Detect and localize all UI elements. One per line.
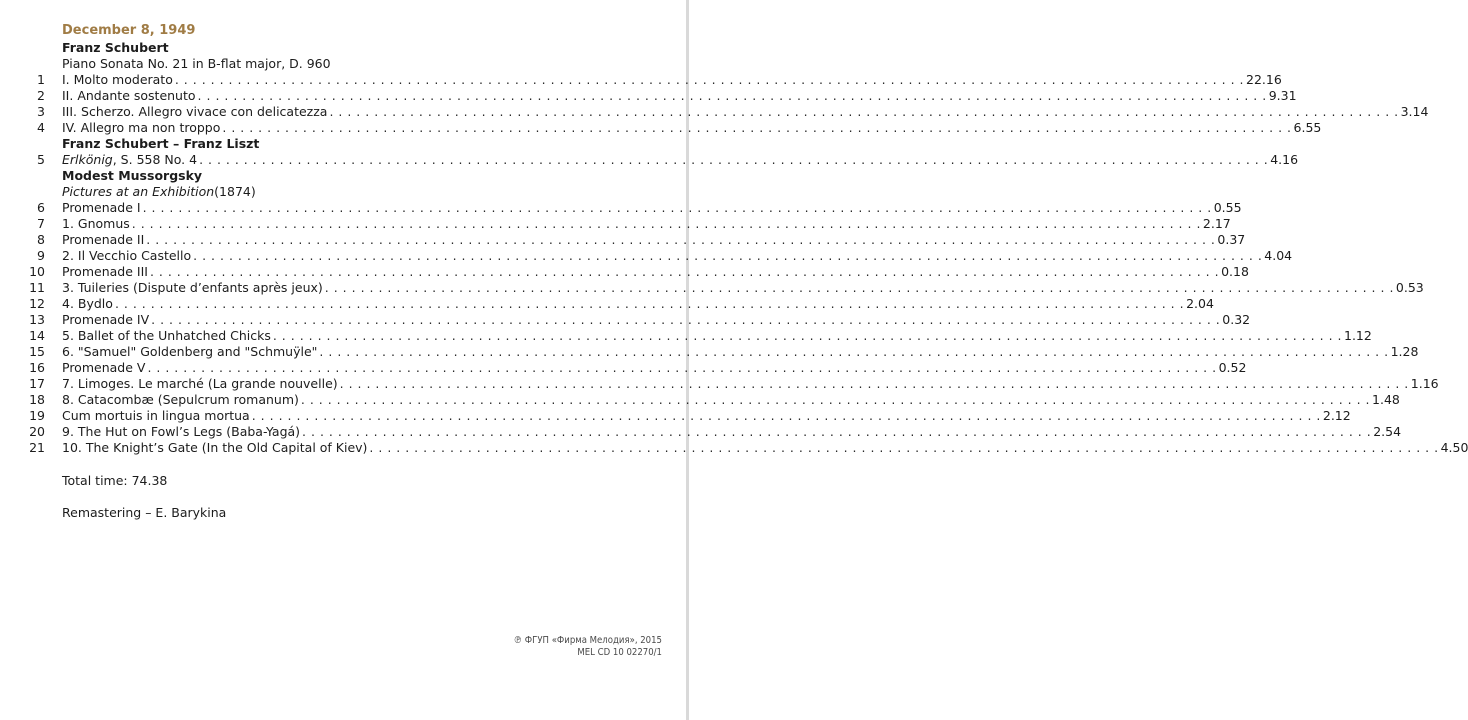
label-footer: [514, 635, 662, 659]
track-duration: 1.48: [1372, 392, 1400, 407]
track-title: I. Molto moderato: [62, 72, 173, 87]
track-title: 8. Catacombæ (Sepulcrum romanum): [62, 392, 299, 407]
track-title: 1. Gnomus: [62, 216, 130, 231]
track-row: [0, 312, 1251, 328]
leader-dots: . . . . . . . . . . . . . . . . . . . . . . . . . . . . . . . . . . . . . . . . . . . . . . . . . . . . . . . . . . . . . . . . . . . . . . . . . . . . . . . . . . . . . . . . . . . . . . . . . . . . . . . . . . . . . . . . . . . . . . . .: [199, 152, 1269, 167]
leader-dots: . . . . . . . . . . . . . . . . . . . . . . . . . . . . . . . . . . . . . . . . . . . . . . . . . . . . . . . . . . . . . . . . . . . . . . . . . . . . . . . . . . . . . . . . . . . . . . . . . . . . . . . . . . . . . . . . . . . . . . . .: [272, 328, 1342, 343]
track-duration: 6.55: [1293, 120, 1322, 135]
work-title: Pictures at an Exhibition (1874): [62, 184, 256, 199]
leader-dots: . . . . . . . . . . . . . . . . . . . . . . . . . . . . . . . . . . . . . . . . . . . . . . . . . . . . . . . . . . . . . . . . . . . . . . . . . . . . . . . . . . . . . . . . . . . . . . . . . . . . . . . . . . . . . . . . . . . . . . . .: [174, 72, 1244, 87]
track-row: [0, 280, 1424, 296]
track-row: [0, 232, 1246, 248]
track-row: [0, 344, 1419, 360]
composer-heading: Modest Mussorgsky: [62, 168, 203, 183]
track-duration: 0.52: [1218, 360, 1247, 375]
track-number: 12: [29, 296, 45, 311]
track-duration: 3.14: [1400, 104, 1429, 119]
track-row: [0, 392, 1400, 408]
track-row: [0, 120, 1322, 136]
track-number: 17: [29, 376, 45, 391]
track-number: 8: [37, 232, 45, 247]
track-title: II. Andante sostenuto: [62, 88, 196, 103]
track-title: 7. Limoges. Le marché (La grande nouvelle): [62, 376, 338, 391]
leader-dots: . . . . . . . . . . . . . . . . . . . . . . . . . . . . . . . . . . . . . . . . . . . . . . . . . . . . . . . . . . . . . . . . . . . . . . . . . . . . . . . . . . . . . . . . . . . . . . . . . . . . . . . . . . . . . . . . . . . . . . . .: [131, 216, 1201, 231]
track-title: 5. Ballet of the Unhatched Chicks: [62, 328, 271, 343]
leader-dots: . . . . . . . . . . . . . . . . . . . . . . . . . . . . . . . . . . . . . . . . . . . . . . . . . . . . . . . . . . . . . . . . . . . . . . . . . . . . . . . . . . . . . . . . . . . . . . . . . . . . . . . . . . . . . . . . . . . . . . . .: [300, 392, 1371, 407]
composer-heading: Franz Schubert: [62, 40, 169, 55]
track-row: [0, 424, 1402, 440]
track-row: [0, 216, 1231, 232]
leader-dots: . . . . . . . . . . . . . . . . . . . . . . . . . . . . . . . . . . . . . . . . . . . . . . . . . . . . . . . . . . . . . . . . . . . . . . . . . . . . . . . . . . . . . . . . . . . . . . . . . . . . . . . . . . . . . . . . . . . . . . . .: [147, 360, 1217, 375]
track-duration: 4.16: [1270, 152, 1299, 167]
track-duration: 1.28: [1390, 344, 1419, 359]
leader-dots: . . . . . . . . . . . . . . . . . . . . . . . . . . . . . . . . . . . . . . . . . . . . . . . . . . . . . . . . . . . . . . . . . . . . . . . . . . . . . . . . . . . . . . . . . . . . . . . . . . . . . . . . . . . . . . . . . . . . . . . .: [319, 344, 1389, 359]
catalog-number: MEL CD 10 02270/1: [577, 647, 662, 658]
track-duration: 2.12: [1322, 408, 1351, 423]
track-title: 4. Bydlo: [62, 296, 113, 311]
track-number: 4: [37, 120, 45, 135]
leader-dots: . . . . . . . . . . . . . . . . . . . . . . . . . . . . . . . . . . . . . . . . . . . . . . . . . . . . . . . . . . . . . . . . . . . . . . . . . . . . . . . . . . . . . . . . . . . . . . . . . . . . . . . . . . . . . . . . . . . . . . . .: [149, 264, 1220, 279]
leader-dots: . . . . . . . . . . . . . . . . . . . . . . . . . . . . . . . . . . . . . . . . . . . . . . . . . . . . . . . . . . . . . . . . . . . . . . . . . . . . . . . . . . . . . . . . . . . . . . . . . . . . . . . . . . . . . . . . . . . . . . . .: [329, 104, 1399, 119]
track-duration: 9.31: [1268, 88, 1297, 103]
recording-date: December 8, 1949: [62, 23, 196, 38]
track-number: 21: [29, 440, 45, 455]
track-title: III. Scherzo. Allegro vivace con delicatezza: [62, 104, 328, 119]
track-row: [0, 328, 1372, 344]
track-title: Promenade III: [62, 264, 148, 279]
track-title: Cum mortuis in lingua mortua: [62, 408, 250, 423]
track-row: [0, 408, 1351, 424]
track-number: 11: [29, 280, 45, 295]
track-number: 3: [37, 104, 45, 119]
track-row: [0, 296, 1214, 312]
track-row: [0, 104, 1429, 120]
leader-dots: . . . . . . . . . . . . . . . . . . . . . . . . . . . . . . . . . . . . . . . . . . . . . . . . . . . . . . . . . . . . . . . . . . . . . . . . . . . . . . . . . . . . . . . . . . . . . . . . . . . . . . . . . . . . . . . . . . . . . . . .: [324, 280, 1394, 295]
composer-heading: Franz Schubert – Franz Liszt: [62, 136, 260, 151]
track-duration: 0.32: [1222, 312, 1251, 327]
track-number: 14: [29, 328, 45, 343]
track-number: 10: [29, 264, 45, 279]
track-number: 1: [37, 72, 45, 87]
leader-dots: . . . . . . . . . . . . . . . . . . . . . . . . . . . . . . . . . . . . . . . . . . . . . . . . . . . . . . . . . . . . . . . . . . . . . . . . . . . . . . . . . . . . . . . . . . . . . . . . . . . . . . . . . . . . . . . . . . . . . . . .: [369, 440, 1439, 455]
track-number: 18: [29, 392, 45, 407]
track-title: Promenade II: [62, 232, 145, 247]
track-duration: 4.04: [1264, 248, 1293, 263]
track-number: 16: [29, 360, 45, 375]
track-number: 7: [37, 216, 45, 231]
leader-dots: . . . . . . . . . . . . . . . . . . . . . . . . . . . . . . . . . . . . . . . . . . . . . . . . . . . . . . . . . . . . . . . . . . . . . . . . . . . . . . . . . . . . . . . . . . . . . . . . . . . . . . . . . . . . . . . . . . . . . . . .: [302, 424, 1372, 439]
track-number: 2: [37, 88, 45, 103]
track-title: Erlkönig, S. 558 No. 4: [62, 152, 198, 167]
track-number: 20: [29, 424, 45, 439]
track-row: [0, 264, 1249, 280]
track-number: 15: [29, 344, 45, 359]
track-duration: 0.53: [1395, 280, 1424, 295]
track-row: [0, 360, 1247, 376]
track-duration: 0.18: [1221, 264, 1249, 279]
track-duration: 2.04: [1186, 296, 1214, 311]
track-number: 6: [37, 200, 45, 215]
track-row: [0, 152, 1299, 168]
track-duration: 0.55: [1213, 200, 1242, 215]
track-title: IV. Allegro ma non troppo: [62, 120, 221, 135]
leader-dots: . . . . . . . . . . . . . . . . . . . . . . . . . . . . . . . . . . . . . . . . . . . . . . . . . . . . . . . . . . . . . . . . . . . . . . . . . . . . . . . . . . . . . . . . . . . . . . . . . . . . . . . . . . . . . . . . . . . . . . . .: [339, 376, 1409, 391]
leader-dots: . . . . . . . . . . . . . . . . . . . . . . . . . . . . . . . . . . . . . . . . . . . . . . . . . . . . . . . . . . . . . . . . . . . . . . . . . . . . . . . . . . . . . . . . . . . . . . . . . . . . . . . . . . . . . . . . . . . . . . . .: [251, 408, 1321, 423]
copyright-line: ℗ ФГУП «Фирма Мелодия», 2015: [513, 635, 662, 646]
track-title: Promenade I: [62, 200, 141, 215]
track-row: [0, 72, 1282, 88]
track-row: [0, 200, 1242, 216]
track-title: Promenade IV: [62, 312, 150, 327]
track-title: 2. Il Vecchio Castello: [62, 248, 192, 263]
track-row: [0, 88, 1297, 104]
tracklist: [0, 40, 1468, 456]
track-duration: 2.17: [1202, 216, 1231, 231]
track-duration: 1.16: [1410, 376, 1439, 391]
leader-dots: . . . . . . . . . . . . . . . . . . . . . . . . . . . . . . . . . . . . . . . . . . . . . . . . . . . . . . . . . . . . . . . . . . . . . . . . . . . . . . . . . . . . . . . . . . . . . . . . . . . . . . . . . . . . . . . . . . . . . . . .: [151, 312, 1221, 327]
track-number: 13: [29, 312, 45, 327]
leader-dots: . . . . . . . . . . . . . . . . . . . . . . . . . . . . . . . . . . . . . . . . . . . . . . . . . . . . . . . . . . . . . . . . . . . . . . . . . . . . . . . . . . . . . . . . . . . . . . . . . . . . . . . . . . . . . . . . . . . . . . . .: [142, 200, 1212, 215]
track-title: 9. The Hut on Fowl’s Legs (Baba-Yagá): [62, 424, 301, 439]
track-number: 9: [37, 248, 45, 263]
leader-dots: . . . . . . . . . . . . . . . . . . . . . . . . . . . . . . . . . . . . . . . . . . . . . . . . . . . . . . . . . . . . . . . . . . . . . . . . . . . . . . . . . . . . . . . . . . . . . . . . . . . . . . . . . . . . . . . . . . . . . . . .: [222, 120, 1292, 135]
leader-dots: . . . . . . . . . . . . . . . . . . . . . . . . . . . . . . . . . . . . . . . . . . . . . . . . . . . . . . . . . . . . . . . . . . . . . . . . . . . . . . . . . . . . . . . . . . . . . . . . . . . . . . . . . . . . . . . . . . . . . . . .: [193, 248, 1263, 263]
leader-dots: . . . . . . . . . . . . . . . . . . . . . . . . . . . . . . . . . . . . . . . . . . . . . . . . . . . . . . . . . . . . . . . . . . . . . . . . . . . . . . . . . . . . . . . . . . . . . . . . . . . . . . . . . . . . . . . . . . . . . . . .: [114, 296, 1185, 311]
track-duration: 4.50: [1440, 440, 1468, 455]
track-row: [0, 440, 1468, 456]
track-title: 6. "Samuel" Goldenberg and "Schmuÿle": [62, 344, 318, 359]
track-duration: 1.12: [1344, 328, 1372, 343]
track-title: Promenade V: [62, 360, 146, 375]
track-number: 5: [37, 152, 45, 167]
track-duration: 2.54: [1373, 424, 1402, 439]
work-title: Piano Sonata No. 21 in B-flat major, D. 960: [62, 56, 331, 71]
track-title: 3. Tuileries (Dispute d’enfants après jeux): [62, 280, 323, 295]
track-duration: 0.37: [1217, 232, 1246, 247]
remastering-credit: Remastering – E. Barykina: [62, 505, 227, 520]
track-title: 10. The Knight’s Gate (In the Old Capital of Kiev): [62, 440, 368, 455]
total-time: Total time: 74.38: [62, 473, 168, 488]
track-row: [0, 248, 1293, 264]
track-row: [0, 376, 1439, 392]
leader-dots: . . . . . . . . . . . . . . . . . . . . . . . . . . . . . . . . . . . . . . . . . . . . . . . . . . . . . . . . . . . . . . . . . . . . . . . . . . . . . . . . . . . . . . . . . . . . . . . . . . . . . . . . . . . . . . . . . . . . . . . .: [146, 232, 1216, 247]
leader-dots: . . . . . . . . . . . . . . . . . . . . . . . . . . . . . . . . . . . . . . . . . . . . . . . . . . . . . . . . . . . . . . . . . . . . . . . . . . . . . . . . . . . . . . . . . . . . . . . . . . . . . . . . . . . . . . . . . . . . . . . .: [197, 88, 1267, 103]
track-number: 19: [29, 408, 45, 423]
track-duration: 22.16: [1246, 72, 1282, 87]
